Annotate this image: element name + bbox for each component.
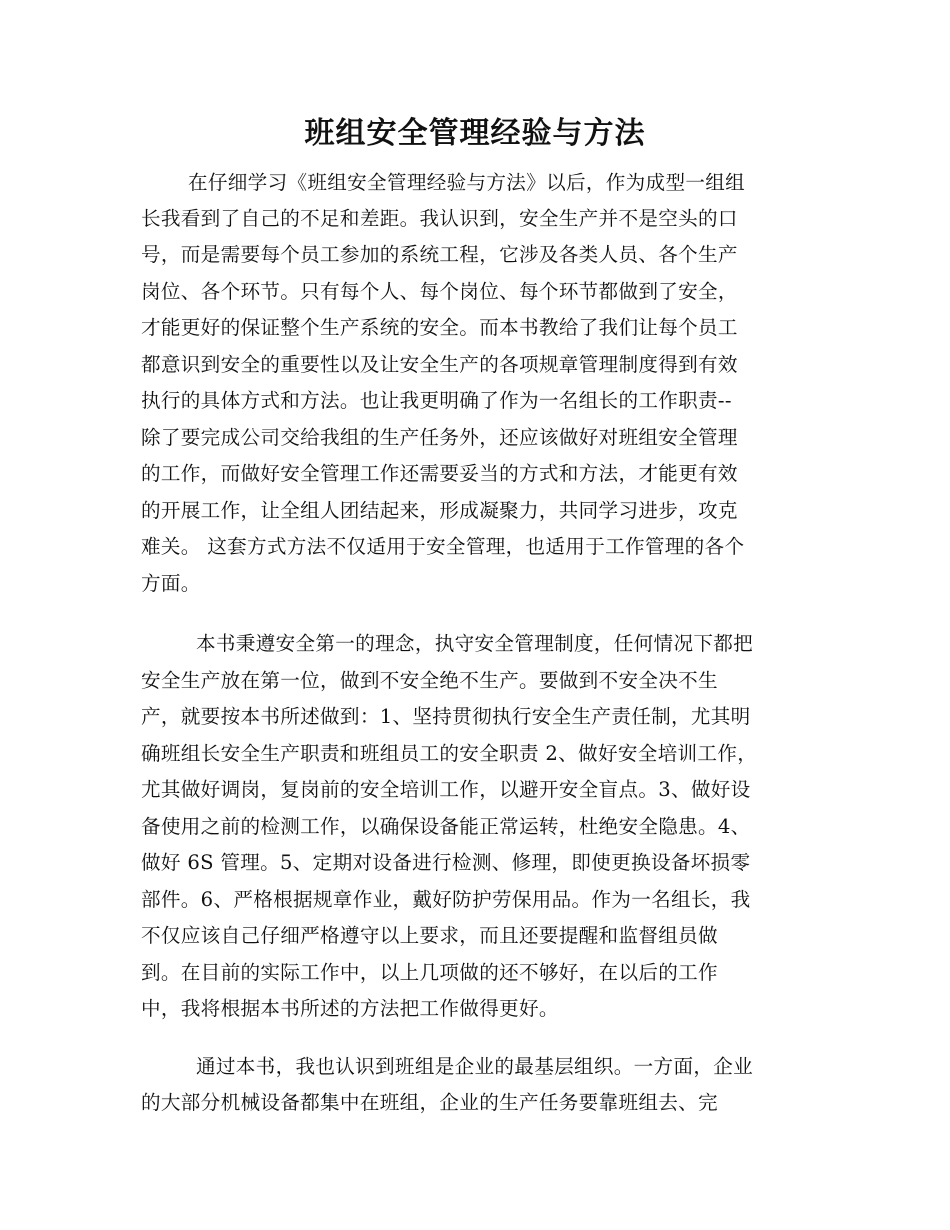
paragraph-2-line-5: 尤其做好调岗，复岗前的安全培训工作，以避开安全盲点。3、做好设 xyxy=(141,778,751,801)
paragraph-1-line-4: 岗位、各个环节。只有每个人、每个岗位、每个环节都做到了安全， xyxy=(141,280,738,303)
paragraph-1-line-6: 都意识到安全的重要性以及让安全生产的各项规章管理制度得到有效 xyxy=(141,353,738,376)
paragraph-1-line-7: 执行的具体方式和方法。也让我更明确了作为一名组长的工作职责-- xyxy=(141,389,732,412)
paragraph-2-line-1: 本书秉遵安全第一的理念，执守安全管理制度，任何情况下都把 xyxy=(196,632,754,655)
paragraph-3-line-2: 的大部分机械设备都集中在班组，企业的生产任务要靠班组去、完 xyxy=(141,1091,718,1114)
paragraph-2-line-9: 不仅应该自己仔细严格遵守以上要求，而且还要提醒和监督组员做 xyxy=(141,924,718,947)
paragraph-1-line-12: 方面。 xyxy=(141,572,201,595)
paragraph-2-line-3: 产，就要按本书所述做到：1、坚持贯彻执行安全生产责任制，尤其明 xyxy=(141,705,751,728)
paragraph-2-line-4: 确班组长安全生产职责和班组员工的安全职责 2、做好安全培训工作， xyxy=(141,742,758,765)
paragraph-2-line-7: 做好 6S 管理。5、定期对设备进行检测、修理，即使更换设备坏损零 xyxy=(141,851,751,874)
paragraph-1-line-11: 难关。 这套方式方法不仅适用于安全管理，也适用于工作管理的各个 xyxy=(141,535,745,558)
paragraph-3-line-1: 通过本书，我也认识到班组是企业的最基层组织。一方面，企业 xyxy=(196,1055,754,1078)
paragraph-1-line-9: 的工作，而做好安全管理工作还需要妥当的方式和方法，才能更有效 xyxy=(141,462,738,485)
paragraph-1-line-5: 才能更好的保证整个生产系统的安全。而本书教给了我们让每个员工 xyxy=(141,316,738,339)
paragraph-2-line-10: 到。在目前的实际工作中，以上几项做的还不够好，在以后的工作 xyxy=(141,961,718,984)
paragraph-1-line-8: 除了要完成公司交给我组的生产任务外，还应该做好对班组安全管理 xyxy=(141,426,738,449)
paragraph-2-line-6: 备使用之前的检测工作，以确保设备能正常运转，杜绝安全隐患。4、 xyxy=(141,815,751,838)
paragraph-2-line-2: 安全生产放在第一位，做到不安全绝不生产。要做到不安全决不生 xyxy=(141,669,718,692)
paragraph-1-line-10: 的开展工作，让全组人团结起来，形成凝聚力，共同学习进步，攻克 xyxy=(141,499,738,522)
paragraph-2-line-8: 部件。6、严格根据规章作业，戴好防护劳保用品。作为一名组长，我 xyxy=(141,888,751,911)
paragraph-1-line-3: 号，而是需要每个员工参加的系统工程，它涉及各类人员、各个生产 xyxy=(141,243,738,266)
paragraph-1-line-1: 在仔细学习《班组安全管理经验与方法》以后，作为成型一组组 xyxy=(188,171,746,194)
paragraph-1-line-2: 长我看到了自己的不足和差距。我认识到，安全生产并不是空头的口 xyxy=(141,207,738,230)
paragraph-2-line-11: 中，我将根据本书所述的方法把工作做得更好。 xyxy=(141,997,559,1020)
document-title: 班组安全管理经验与方法 xyxy=(304,116,646,151)
